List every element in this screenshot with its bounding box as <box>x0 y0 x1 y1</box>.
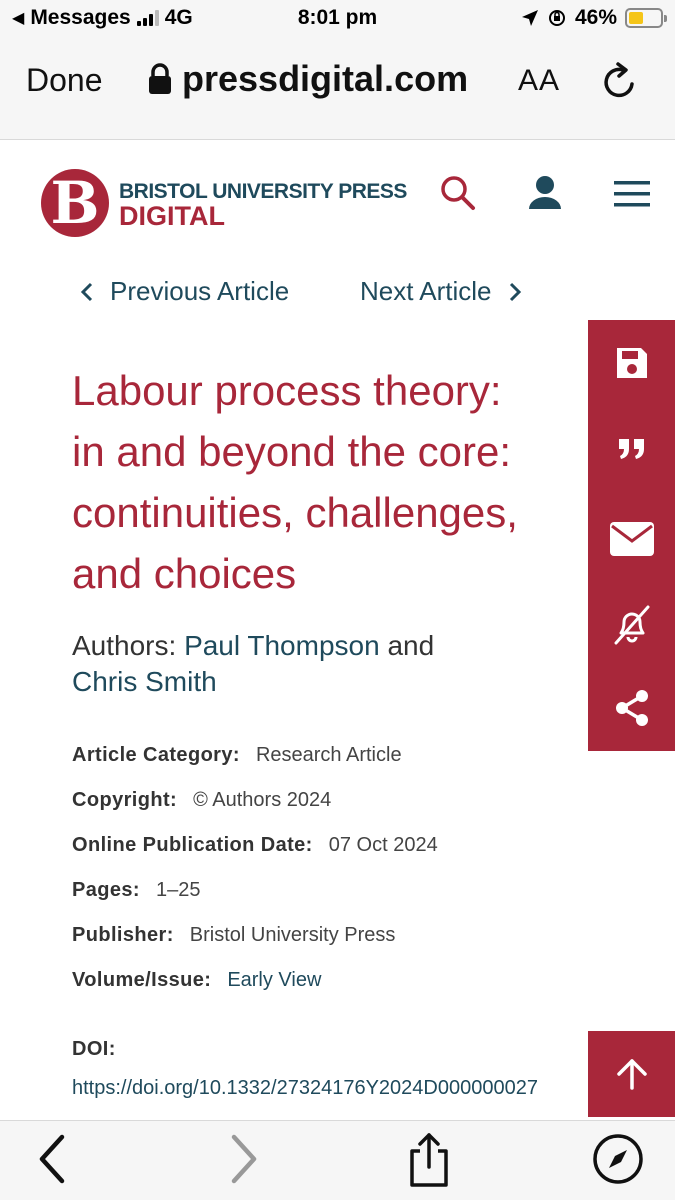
bup-logo-icon[interactable] <box>40 168 110 238</box>
meta-value: 07 Oct 2024 <box>328 834 438 856</box>
meta-value: © Authors 2024 <box>193 789 332 811</box>
battery-percent: 46% <box>574 6 617 29</box>
save-icon <box>614 345 650 381</box>
title-line: Labour process theory: <box>72 367 502 414</box>
browser-toolbar <box>0 1120 675 1200</box>
logo-text-publisher[interactable]: BRISTOL UNIVERSITY PRESS <box>119 180 407 203</box>
email-icon <box>609 521 655 557</box>
search-icon[interactable] <box>440 175 476 211</box>
quote-icon <box>617 437 647 461</box>
status-time: 8:01 pm <box>297 6 378 29</box>
author-link-chris-smith[interactable]: Chris Smith <box>72 666 217 697</box>
browser-bar <box>0 38 675 140</box>
meta-value: Bristol University Press <box>189 924 396 946</box>
back-chevron-icon[interactable] <box>36 1131 68 1187</box>
side-action-bar <box>588 320 675 751</box>
share-icon <box>614 689 650 727</box>
next-article-label: Next Article <box>360 276 492 306</box>
meta-publication-date <box>72 823 592 868</box>
back-app-label: Messages <box>30 6 131 29</box>
authors <box>72 628 572 700</box>
menu-icon[interactable] <box>614 179 650 209</box>
url-field[interactable] <box>148 58 468 100</box>
text-size-button[interactable]: AA <box>518 64 561 97</box>
meta-pages <box>72 868 592 913</box>
user-account-icon[interactable] <box>528 175 562 211</box>
title-line: continuities, challenges, <box>72 489 518 536</box>
meta-value: 1–25 <box>156 879 201 901</box>
authors-prefix: Authors: <box>72 630 177 661</box>
lock-icon <box>148 63 172 95</box>
email-button[interactable] <box>588 496 675 582</box>
title-line: and choices <box>72 550 297 597</box>
meta-value: Research Article <box>255 744 402 766</box>
next-article-link[interactable] <box>360 276 522 307</box>
alert-button[interactable] <box>588 582 675 668</box>
article-nav <box>0 276 675 316</box>
status-bar <box>0 0 675 38</box>
compass-icon[interactable] <box>592 1133 644 1185</box>
meta-label: Volume/Issue: <box>72 969 212 991</box>
scroll-to-top-button[interactable] <box>588 1031 675 1117</box>
chevron-left-icon <box>80 282 94 302</box>
title-line: in and beyond the core: <box>72 428 511 475</box>
cite-button[interactable] <box>588 406 675 492</box>
share-sheet-icon[interactable] <box>406 1131 452 1189</box>
doi-link[interactable]: https://doi.org/10.1332/27324176Y2024D000000027 <box>72 1077 538 1099</box>
orientation-lock-icon <box>547 8 567 28</box>
meta-label: Copyright: <box>72 789 178 811</box>
author-link-paul-thompson[interactable]: Paul Thompson <box>184 630 380 661</box>
chevron-right-icon <box>508 282 522 302</box>
meta-label: Publisher: <box>72 924 174 946</box>
forward-chevron-icon[interactable] <box>228 1131 260 1187</box>
article-title <box>72 360 592 604</box>
site-header <box>0 141 675 251</box>
arrow-up-icon <box>616 1058 648 1090</box>
url-text: pressdigital.com <box>182 58 469 99</box>
meta-label: Pages: <box>72 879 140 901</box>
location-icon <box>521 9 539 27</box>
authors-joiner: and <box>387 630 435 661</box>
volume-issue-link[interactable]: Early View <box>227 969 322 991</box>
done-button[interactable]: Done <box>26 62 103 98</box>
logo-text-digital[interactable]: DIGITAL <box>119 201 225 231</box>
meta-label: Online Publication Date: <box>72 834 313 856</box>
meta-publisher <box>72 913 592 958</box>
save-button[interactable] <box>588 320 675 406</box>
reload-icon[interactable] <box>598 60 642 104</box>
meta-article-category <box>72 733 592 778</box>
meta-copyright <box>72 778 592 823</box>
alert-off-icon <box>610 603 654 647</box>
previous-article-label: Previous Article <box>110 276 290 306</box>
meta-label: Article Category: <box>72 744 240 766</box>
back-triangle-icon: ◀ <box>12 10 25 27</box>
share-button[interactable] <box>588 665 675 751</box>
status-right <box>521 6 663 30</box>
network-label: 4G <box>164 6 193 29</box>
svg-text:B: B <box>50 169 100 237</box>
previous-article-link[interactable] <box>80 276 289 307</box>
battery-icon <box>625 8 663 28</box>
article-metadata <box>72 733 592 1003</box>
doi-label: DOI: <box>72 1038 116 1060</box>
meta-volume-issue <box>72 958 592 1003</box>
